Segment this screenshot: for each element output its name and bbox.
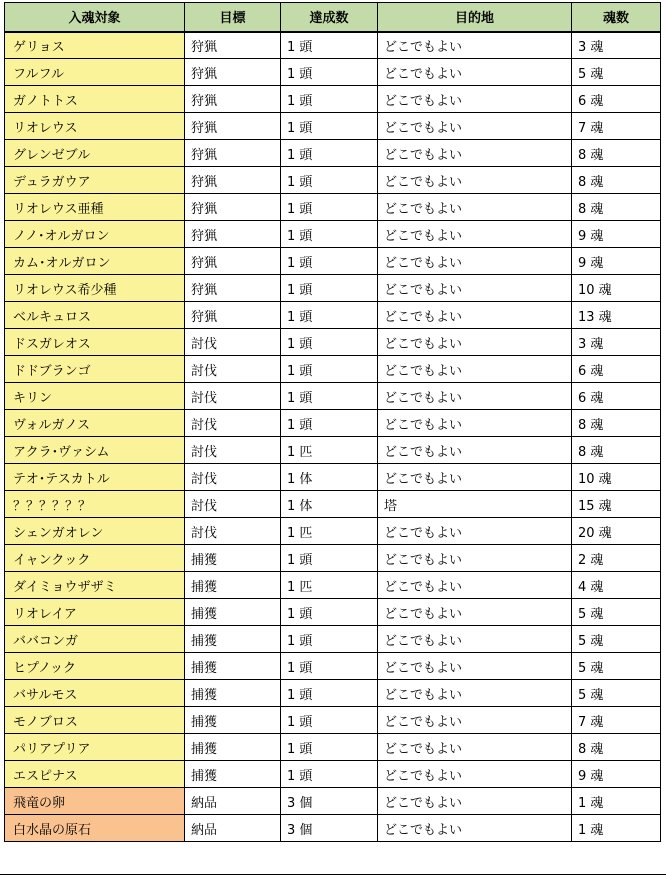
- cell-goal[interactable]: 狩猟: [185, 59, 281, 86]
- cell-destination[interactable]: どこでもよい: [378, 221, 572, 248]
- cell-target[interactable]: リオレウス: [5, 113, 185, 140]
- cell-destination[interactable]: どこでもよい: [378, 248, 572, 275]
- cell-target[interactable]: ヴォルガノス: [5, 410, 185, 437]
- cell-count[interactable]: 1 頭: [281, 275, 378, 302]
- cell-destination[interactable]: どこでもよい: [378, 194, 572, 221]
- table-row: [5, 734, 661, 761]
- cell-count[interactable]: 1 頭: [281, 653, 378, 680]
- cell-destination[interactable]: どこでもよい: [378, 788, 572, 815]
- cell-souls[interactable]: 3 魂: [572, 329, 661, 356]
- table-row: [5, 437, 661, 464]
- cell-goal[interactable]: 討伐: [185, 329, 281, 356]
- table-row: [5, 815, 661, 842]
- cell-target[interactable]: 白水晶の原石: [5, 815, 185, 842]
- cell-goal[interactable]: 納品: [185, 815, 281, 842]
- cell-goal[interactable]: 捕獲: [185, 599, 281, 626]
- cell-goal[interactable]: 討伐: [185, 383, 281, 410]
- table-row: [5, 653, 661, 680]
- cell-count[interactable]: 1 匹: [281, 437, 378, 464]
- cell-goal[interactable]: 捕獲: [185, 626, 281, 653]
- cell-count[interactable]: 1 頭: [281, 680, 378, 707]
- cell-destination[interactable]: どこでもよい: [378, 383, 572, 410]
- header-destination[interactable]: 目的地: [378, 3, 572, 32]
- cell-count[interactable]: 1 頭: [281, 599, 378, 626]
- cell-target[interactable]: バサルモス: [5, 680, 185, 707]
- cell-destination[interactable]: どこでもよい: [378, 707, 572, 734]
- table-row: [5, 680, 661, 707]
- cell-goal[interactable]: 捕獲: [185, 734, 281, 761]
- cell-destination[interactable]: どこでもよい: [378, 86, 572, 113]
- cell-count[interactable]: 1 頭: [281, 410, 378, 437]
- table-row: [5, 356, 661, 383]
- cell-goal[interactable]: 捕獲: [185, 572, 281, 599]
- cell-target[interactable]: ドドブランゴ: [5, 356, 185, 383]
- cell-target[interactable]: グレンゼブル: [5, 140, 185, 167]
- table-row: [5, 707, 661, 734]
- table-row: [5, 140, 661, 167]
- cell-souls[interactable]: 4 魂: [572, 572, 661, 599]
- cell-target[interactable]: カム･オルガロン: [5, 248, 185, 275]
- cell-destination[interactable]: どこでもよい: [378, 734, 572, 761]
- cell-target[interactable]: テオ･テスカトル: [5, 464, 185, 491]
- cell-destination[interactable]: どこでもよい: [378, 437, 572, 464]
- cell-goal[interactable]: 討伐: [185, 437, 281, 464]
- table-row: [5, 761, 661, 788]
- table-row: [5, 545, 661, 572]
- cell-souls[interactable]: 9 魂: [572, 248, 661, 275]
- cell-target[interactable]: リオレウス亜種: [5, 194, 185, 221]
- cell-destination[interactable]: どこでもよい: [378, 518, 572, 545]
- cell-goal[interactable]: 狩猟: [185, 302, 281, 329]
- cell-souls[interactable]: 15 魂: [572, 491, 661, 518]
- cell-souls[interactable]: 5 魂: [572, 626, 661, 653]
- table-row: [5, 464, 661, 491]
- table-row: [5, 221, 661, 248]
- cell-count[interactable]: 1 頭: [281, 545, 378, 572]
- cell-count[interactable]: 1 頭: [281, 761, 378, 788]
- cell-souls[interactable]: 5 魂: [572, 653, 661, 680]
- table-row: [5, 194, 661, 221]
- cell-count[interactable]: 1 頭: [281, 734, 378, 761]
- cell-count[interactable]: 1 頭: [281, 707, 378, 734]
- cell-count[interactable]: 1 頭: [281, 329, 378, 356]
- cell-destination[interactable]: どこでもよい: [378, 275, 572, 302]
- cell-goal[interactable]: 狩猟: [185, 221, 281, 248]
- cell-souls[interactable]: 8 魂: [572, 734, 661, 761]
- cell-destination[interactable]: どこでもよい: [378, 113, 572, 140]
- table-row: [5, 383, 661, 410]
- cell-goal[interactable]: 討伐: [185, 518, 281, 545]
- cell-souls[interactable]: 8 魂: [572, 140, 661, 167]
- cell-count[interactable]: 1 頭: [281, 383, 378, 410]
- cell-count[interactable]: 1 頭: [281, 626, 378, 653]
- cell-destination[interactable]: どこでもよい: [378, 59, 572, 86]
- cell-target[interactable]: ？？？？？？: [5, 491, 185, 518]
- cell-count[interactable]: 1 頭: [281, 194, 378, 221]
- table-row: [5, 329, 661, 356]
- cell-destination[interactable]: どこでもよい: [378, 167, 572, 194]
- cell-target[interactable]: エスピナス: [5, 761, 185, 788]
- cell-destination[interactable]: どこでもよい: [378, 140, 572, 167]
- cell-count[interactable]: 1 匹: [281, 572, 378, 599]
- cell-souls[interactable]: 8 魂: [572, 194, 661, 221]
- cell-goal[interactable]: 狩猟: [185, 86, 281, 113]
- cell-target[interactable]: ダイミョウザザミ: [5, 572, 185, 599]
- table-body: [5, 32, 661, 842]
- table-row: [5, 410, 661, 437]
- table-row: [5, 491, 661, 518]
- cell-goal[interactable]: 討伐: [185, 356, 281, 383]
- cell-destination[interactable]: どこでもよい: [378, 572, 572, 599]
- cell-count[interactable]: 1 頭: [281, 113, 378, 140]
- cell-destination[interactable]: どこでもよい: [378, 356, 572, 383]
- table-row: [5, 248, 661, 275]
- table-row: [5, 275, 661, 302]
- cell-target[interactable]: ドスガレオス: [5, 329, 185, 356]
- cell-target[interactable]: ババコンガ: [5, 626, 185, 653]
- table-row: [5, 113, 661, 140]
- cell-souls[interactable]: 9 魂: [572, 761, 661, 788]
- cell-count[interactable]: 1 頭: [281, 356, 378, 383]
- cell-destination[interactable]: どこでもよい: [378, 329, 572, 356]
- bottom-border: [0, 874, 666, 875]
- cell-target[interactable]: キリン: [5, 383, 185, 410]
- cell-goal[interactable]: 狩猟: [185, 32, 281, 59]
- cell-souls[interactable]: 7 魂: [572, 707, 661, 734]
- table-row: [5, 788, 661, 815]
- cell-souls[interactable]: 8 魂: [572, 437, 661, 464]
- table-row: [5, 32, 661, 59]
- cell-goal[interactable]: 捕獲: [185, 707, 281, 734]
- cell-target[interactable]: シェンガオレン: [5, 518, 185, 545]
- cell-souls[interactable]: 1 魂: [572, 788, 661, 815]
- cell-souls[interactable]: 8 魂: [572, 410, 661, 437]
- table-row: [5, 167, 661, 194]
- cell-count[interactable]: 1 頭: [281, 32, 378, 59]
- table-row: [5, 59, 661, 86]
- cell-destination[interactable]: 塔: [378, 491, 572, 518]
- cell-count[interactable]: 1 体: [281, 491, 378, 518]
- cell-souls[interactable]: 5 魂: [572, 599, 661, 626]
- cell-count[interactable]: 1 匹: [281, 518, 378, 545]
- header-row: [5, 3, 661, 32]
- cell-target[interactable]: ヒプノック: [5, 653, 185, 680]
- table-row: [5, 626, 661, 653]
- cell-souls[interactable]: 8 魂: [572, 167, 661, 194]
- cell-souls[interactable]: 9 魂: [572, 221, 661, 248]
- cell-destination[interactable]: どこでもよい: [378, 815, 572, 842]
- cell-souls[interactable]: 7 魂: [572, 113, 661, 140]
- cell-count[interactable]: 1 頭: [281, 86, 378, 113]
- cell-goal[interactable]: 狩猟: [185, 140, 281, 167]
- cell-destination[interactable]: どこでもよい: [378, 761, 572, 788]
- cell-souls[interactable]: 5 魂: [572, 680, 661, 707]
- header-count[interactable]: 達成数: [281, 3, 378, 32]
- cell-souls[interactable]: 13 魂: [572, 302, 661, 329]
- cell-goal[interactable]: 狩猟: [185, 194, 281, 221]
- cell-souls[interactable]: 1 魂: [572, 815, 661, 842]
- cell-count[interactable]: 3 個: [281, 788, 378, 815]
- cell-destination[interactable]: どこでもよい: [378, 302, 572, 329]
- cell-target[interactable]: リオレイア: [5, 599, 185, 626]
- cell-goal[interactable]: 狩猟: [185, 113, 281, 140]
- cell-count[interactable]: 1 頭: [281, 59, 378, 86]
- cell-target[interactable]: デュラガウア: [5, 167, 185, 194]
- cell-target[interactable]: ベルキュロス: [5, 302, 185, 329]
- cell-count[interactable]: 1 頭: [281, 221, 378, 248]
- cell-destination[interactable]: どこでもよい: [378, 545, 572, 572]
- cell-goal[interactable]: 討伐: [185, 491, 281, 518]
- cell-souls[interactable]: 10 魂: [572, 464, 661, 491]
- header-target[interactable]: 入魂対象: [5, 3, 185, 32]
- cell-target[interactable]: 飛竜の卵: [5, 788, 185, 815]
- cell-count[interactable]: 1 頭: [281, 248, 378, 275]
- cell-count[interactable]: 1 頭: [281, 140, 378, 167]
- cell-goal[interactable]: 捕獲: [185, 761, 281, 788]
- cell-target[interactable]: ガノトトス: [5, 86, 185, 113]
- cell-target[interactable]: リオレウス希少種: [5, 275, 185, 302]
- cell-target[interactable]: フルフル: [5, 59, 185, 86]
- cell-destination[interactable]: どこでもよい: [378, 680, 572, 707]
- cell-count[interactable]: 3 個: [281, 815, 378, 842]
- cell-souls[interactable]: 5 魂: [572, 59, 661, 86]
- cell-target[interactable]: ノノ･オルガロン: [5, 221, 185, 248]
- table-row: [5, 518, 661, 545]
- cell-souls[interactable]: 20 魂: [572, 518, 661, 545]
- cell-count[interactable]: 1 体: [281, 464, 378, 491]
- cell-destination[interactable]: どこでもよい: [378, 464, 572, 491]
- cell-goal[interactable]: 討伐: [185, 464, 281, 491]
- header-goal[interactable]: 目標: [185, 3, 281, 32]
- cell-souls[interactable]: 3 魂: [572, 32, 661, 59]
- cell-target[interactable]: パリアプリア: [5, 734, 185, 761]
- cell-goal[interactable]: 納品: [185, 788, 281, 815]
- cell-target[interactable]: イャンクック: [5, 545, 185, 572]
- cell-goal[interactable]: 狩猟: [185, 167, 281, 194]
- cell-goal[interactable]: 捕獲: [185, 653, 281, 680]
- cell-goal[interactable]: 狩猟: [185, 248, 281, 275]
- table-row: [5, 86, 661, 113]
- header-souls[interactable]: 魂数: [572, 3, 661, 32]
- cell-souls[interactable]: 6 魂: [572, 383, 661, 410]
- cell-destination[interactable]: どこでもよい: [378, 410, 572, 437]
- cell-goal[interactable]: 捕獲: [185, 545, 281, 572]
- cell-souls[interactable]: 6 魂: [572, 356, 661, 383]
- cell-target[interactable]: モノブロス: [5, 707, 185, 734]
- cell-destination[interactable]: どこでもよい: [378, 32, 572, 59]
- cell-souls[interactable]: 2 魂: [572, 545, 661, 572]
- cell-goal[interactable]: 討伐: [185, 410, 281, 437]
- cell-goal[interactable]: 捕獲: [185, 680, 281, 707]
- cell-count[interactable]: 1 頭: [281, 302, 378, 329]
- table-row: [5, 572, 661, 599]
- cell-souls[interactable]: 10 魂: [572, 275, 661, 302]
- cell-target[interactable]: ゲリョス: [5, 32, 185, 59]
- cell-destination[interactable]: どこでもよい: [378, 626, 572, 653]
- cell-goal[interactable]: 狩猟: [185, 275, 281, 302]
- cell-count[interactable]: 1 頭: [281, 167, 378, 194]
- cell-destination[interactable]: どこでもよい: [378, 599, 572, 626]
- cell-target[interactable]: アクラ･ヴァシム: [5, 437, 185, 464]
- soul-table: [4, 2, 661, 842]
- table-row: [5, 302, 661, 329]
- cell-destination[interactable]: どこでもよい: [378, 653, 572, 680]
- table-row: [5, 599, 661, 626]
- cell-souls[interactable]: 6 魂: [572, 86, 661, 113]
